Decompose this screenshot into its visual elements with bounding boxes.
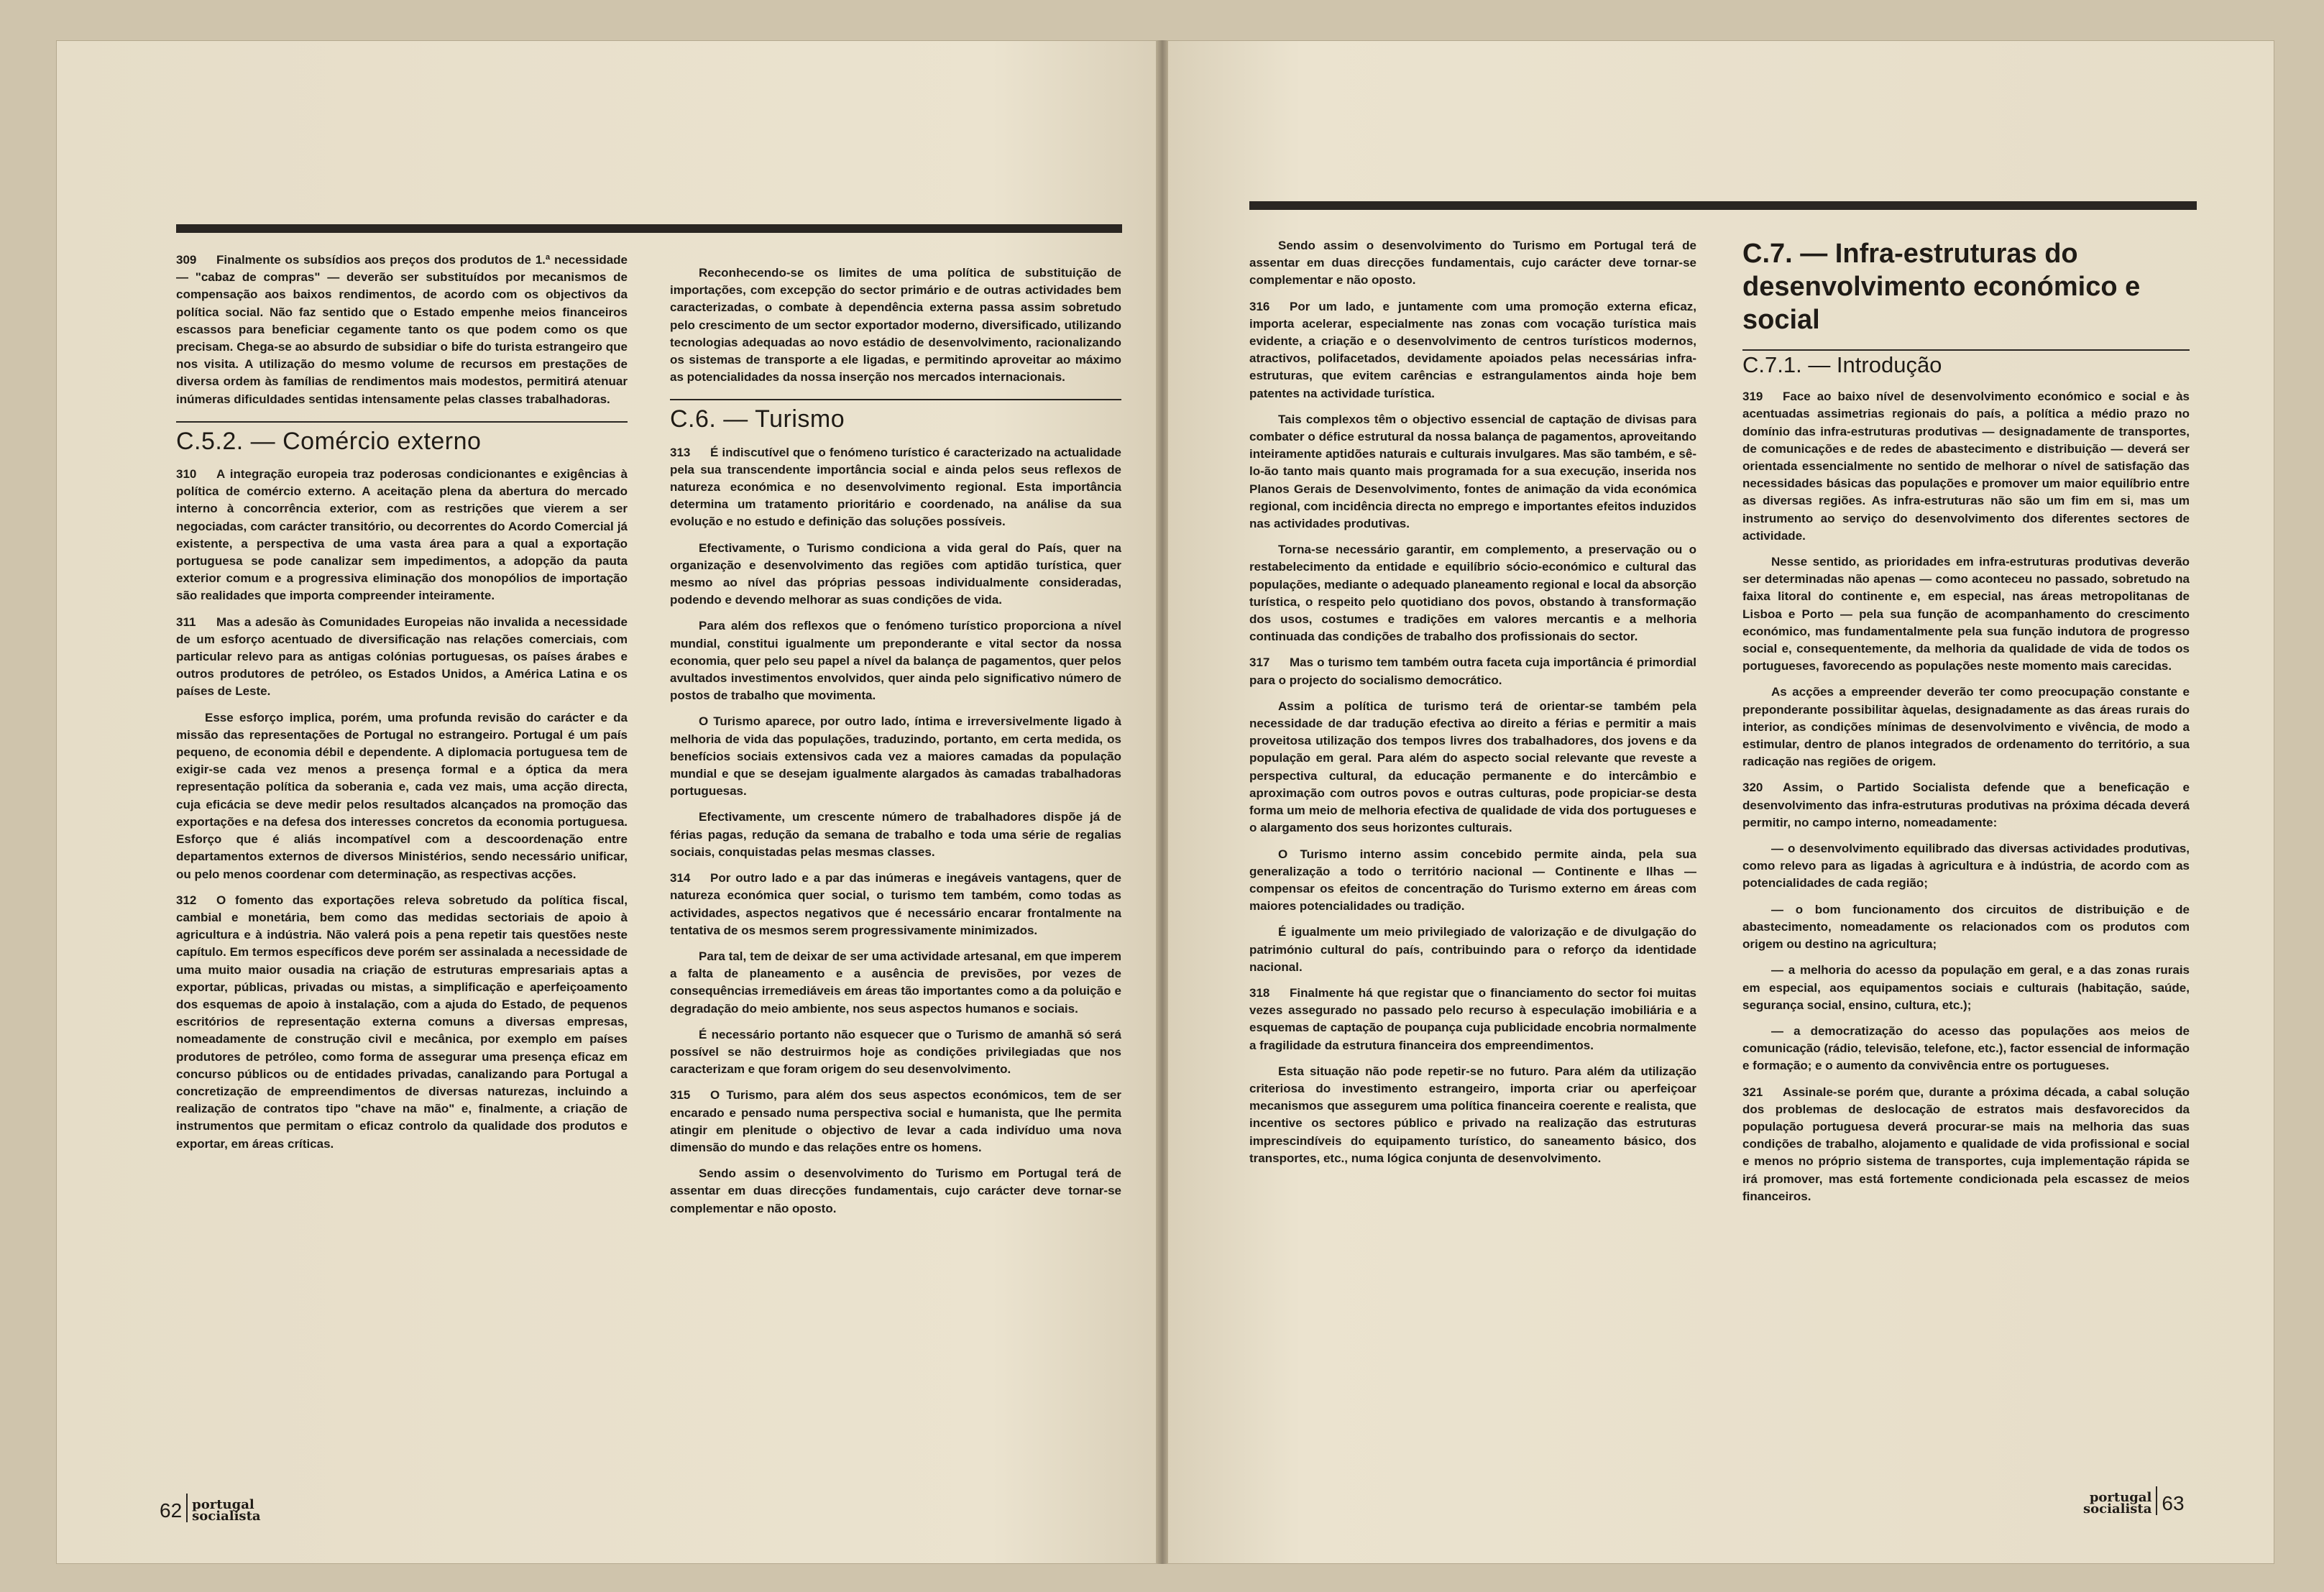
page-number: 63 bbox=[2162, 1492, 2185, 1514]
list-item: — o bom funcionamento dos circuitos de distribuição e de abastecimento, nomeadamente os relacionados com os produtos com origem ou destino na agricultura; bbox=[1742, 902, 2190, 952]
paragraph-intro-316: Sendo assim o desenvolvimento do Turismo em Portugal terá de assentar em duas direcções fundamentais, cujo carácter deve tornar-se complementar e não oposto. bbox=[1249, 239, 1696, 287]
paragraph-317: 317 Mas o turismo tem também outra faceta cuja importância é primordial para o projecto do socialismo democrático. bbox=[1249, 655, 1696, 687]
list-item: — o desenvolvimento equilibrado das diversas actividades produtivas, como relevo para as ligadas à agricultura e à indústria, de acordo com as potencialidades de cada região; bbox=[1742, 842, 2190, 891]
section-rule bbox=[670, 399, 1121, 400]
publication-logo: portugal socialista bbox=[2083, 1490, 2152, 1517]
paragraph-317b: Assim a política de turismo terá de orientar-se também pela necessidade de dar tradução efectiva ao direito a férias e permitir a mais proveitosa utilização dos tempos livres dos trabalhadores, dos jovens e da população em geral. Para além do aspecto social relevante que reveste a perspectiva cultural, da educação permanente e do intercâmbio e aproximação com outros povos e outras culturas, pode propiciar-se desta forma um meio de melhoria efectiva de qualidade de vida dos portugueses e o alargamento dos seus horizontes culturais. bbox=[1249, 699, 1696, 835]
paragraph-319: 319 Face ao baixo nível de desenvolvimento económico e social e às acentuadas assimetrias regionais do país, a política a médio prazo no domínio das infra-estruturas produtivas — designadamente de transportes, de comunicações e de redes de abastecimento e distribuição — deverá ser orientada essencialmente no sentido de melhorar o nível de satisfação das necessidades básicas das populações e promover um maior equilíbrio entre as diversas regiões. As infra-estruturas não são um fim em si, mas um instrumento ao serviço do desenvolvimento dos diferentes sectores de actividade. bbox=[1742, 390, 2190, 543]
section-heading-c7: C.7. — Infra-estruturas do desenvolvimento económico e social bbox=[1742, 239, 2141, 335]
paragraph-312: 312 O fomento das exportações releva sobretudo da política fiscal, cambial e monetária, bem como das medidas sectoriais de apoio à agricultura e à indústria. Não valerá pois a pena repetir tais questões neste capítulo. Em termos específicos deve porém ser assinalada a necessidade de uma muito maior ousadia na criação de estruturas empresariais aptas a exportar, públicas, privadas ou mistas, a simplificação e aperfeiçoamento dos esquemas de apoio à instalação, com a ajuda do Estado, de pequenos escritórios de representação externa comuns a diversas empresas, nomeadamente de construção civil e mecânica, por exemplo em países produtores de petróleo, como forma de assegurar uma presença eficaz em concurso públicos ou de entidades privadas, canalizando para Portugal a concretização de empreendimentos de diversas naturezas, incluindo a realização de contratos tipo "chave na mão" e, finalmente, a criação de instrumentos que permitam o eficaz controlo da qualidade dos produtos e exportar, em áreas críticas. bbox=[176, 893, 628, 1151]
paragraph-315b: Sendo assim o desenvolvimento do Turismo em Portugal terá de assentar em duas direcções fundamentais, cujo carácter deve tornar-se complementar e não oposto. bbox=[670, 1167, 1121, 1215]
publication-logo: portugal socialista bbox=[192, 1497, 261, 1524]
paragraph-316: 316 Por um lado, e juntamente com uma promoção externa eficaz, importa acelerar, especialmente nas zonas com vocação turística mais evidente, a criação e o desenvolvimento de centros turísticos modernos, atractivos, polifacetados, devidamente apoiados pelas necessárias infra-estruturas, que evitem carências e estrangulamentos ainda hoje bem patentes na actividade turística. bbox=[1249, 299, 1696, 400]
left-col-1 bbox=[176, 252, 628, 1161]
section-heading-c6: C.6. — Turismo bbox=[670, 405, 845, 433]
paragraph-309: 309 Finalmente os subsídios aos preços dos produtos de 1.ª necessidade — "cabaz de compras" — deverão ser substituídos por mecanismos de compensação aos baixos rendimentos, de acordo com os objectivos da política social. Não faz sentido que o Estado empenhe meios financeiros escassos para beneficiar cegamente tanto os que podem como os que precisam. Chega-se ao absurdo de subsidiar o bife do turista estrangeiro que nos visita. A utilização do mesmo volume de recursos em prestações de diversa ordem às famílias de rendimentos mais modestos, permitirá atenuar inúmeras dificuldades sentidas intensamente pelas classes trabalhadoras. bbox=[176, 253, 628, 406]
section-heading-c52: C.5.2. — Comércio externo bbox=[176, 427, 482, 455]
paragraph-320: 320 Assim, o Partido Socialista defende que a beneficação e desenvolvimento das infra-estruturas produtivas na próxima década deverá permitir, no campo interno, nomeadamente: bbox=[1742, 781, 2190, 829]
paragraph-314c: É necessário portanto não esquecer que o Turismo de amanhã só será possível se não destruirmos hoje as condições privilegiadas que nos caracterizam e que foram origem do seu desenvolvimento. bbox=[670, 1027, 1121, 1077]
paragraph-318b: Esta situação não pode repetir-se no futuro. Para além da utilização criteriosa do investimento estrangeiro, importa criar ou aperfeiçoar mecanismos que assegurem uma política financeira coerente e realista, que incentive os sectores público e privado na realização das estruturas imprescindíveis do equipamento turístico, do saneamento básico, dos transportes, etc., numa lógica conjunta de desenvolvimento. bbox=[1249, 1064, 1696, 1165]
left-footer bbox=[160, 1494, 261, 1522]
paragraph-310: 310 A integração europeia traz poderosas condicionantes e exigências à política de comércio externo. A aceitação plena da abertura do mercado interno à concorrência exterior, com as restrições que vierem a ser negociadas, com carácter transitório, ou decorrentes do Acordo Comercial já existente, a perspectiva de uma vasta área para a qual a exportação portuguesa se pode canalizar sem impedimentos, a adopção da pauta exterior comum e a progressiva eliminação dos monopólios de importação são realidades que importa compreender inteiramente. bbox=[176, 467, 628, 603]
subsection-heading-c71: C.7.1. — Introdução bbox=[1742, 352, 1942, 377]
footer-divider bbox=[186, 1494, 188, 1522]
right-col-1 bbox=[1249, 237, 1696, 1176]
list-item: — a democratização do acesso das populações aos meios de comunicação (rádio, televisão, telefone, etc.), factor essencial de informação e formação; e o aumento da convivência entre os portugueses. bbox=[1742, 1023, 2190, 1073]
list-item: — a melhoria do acesso da população em geral, e a das zonas rurais em especial, aos equipamentos sociais e culturais (habitação, saúde, segurança social, ensino, cultura, etc.); bbox=[1742, 963, 2190, 1012]
left-col-2 bbox=[670, 264, 1121, 1226]
paragraph-314: 314 Por outro lado e a par das inúmeras e inegáveis vantagens, quer de natureza económica quer social, o turismo tem também, como todas as actividades, aspectos negativos que é necessário encarar frontalmente na tentativa de os mesmos serem progressivamente minimizados. bbox=[670, 871, 1121, 937]
paragraph-315: 315 O Turismo, para além dos seus aspectos económicos, tem de ser encarado e pensado numa perspectiva social e humanista, que lhe permita atingir em plenitude o objectivo de levar a cada indivíduo uma nova dimensão do mundo e das relações entre os homens. bbox=[670, 1088, 1121, 1154]
paragraph-311: 311 Mas a adesão às Comunidades Europeias não invalida a necessidade de um esforço acentuado de diversificação nas relações comerciais, com particular relevo para as antigas colónias portuguesas, os países árabes e outros produtores de petróleo, os Estados Unidos, a América Latina e os países de Leste. bbox=[176, 615, 628, 699]
paragraph-318: 318 Finalmente há que registar que o financiamento do sector foi muitas vezes assegurado no passado pelo recurso à especulação imobiliária e a esquemas de captação de poupança cuja publicidade encobria normalmente a fragilidade da estrutura financeira dos empreendimentos. bbox=[1249, 985, 1696, 1052]
paragraph-313d: O Turismo aparece, por outro lado, íntima e irreversivelmente ligado à melhoria de vida das populações, traduzindo, portanto, em certa medida, os benefícios sociais extensivos cada vez a maiores camadas da população mundial e que se desejam igualmente alargados às camadas trabalhadoras portuguesas. bbox=[670, 714, 1121, 799]
paragraph-314b: Para tal, tem de deixar de ser uma actividade artesanal, em que imperem a falta de planeamento e a ausência de previsões, por vezes de consequências irremediáveis em áreas tão importantes como a da poluição e degradação do meio ambiente, nos seus aspectos humanos e sociais. bbox=[670, 949, 1121, 1016]
paragraph-313e: Efectivamente, um crescente número de trabalhadores dispõe já de férias pagas, redução da semana de trabalho e toda uma série de regalias sociais, conquistadas pelas mesmas classes. bbox=[670, 810, 1121, 859]
paragraph-316c: Torna-se necessário garantir, em complemento, a preservação ou o restabelecimento da entidade e equilíbrio sócio-económico e cultural das populações, mediante o adequado planeamento regional e local da absorção turística, o respeito pelo quotidiano dos povos, obstando à transformação dos usos, costumes e tradições em valores mercantis e a melhoria continuada das condições de trabalho dos profissionais do sector. bbox=[1249, 543, 1696, 644]
paragraph-317c: O Turismo interno assim concebido permite ainda, pela sua generalização a todo o território nacional — Continente e Ilhas — compensar os efeitos de concentração do Turismo externo em áreas com maiores potencialidades ou tradição. bbox=[1249, 847, 1696, 914]
footer-divider bbox=[2156, 1486, 2157, 1515]
top-rule-left bbox=[176, 224, 1122, 233]
paragraph-311b: Esse esforço implica, porém, uma profunda revisão do carácter e da missão das representações de Portugal no estrangeiro. Portugal é um país pequeno, de economia débil e dependente. A diplomacia portuguesa tem de exigir-se cada vez menos a presença formal e a óptica da mera representação política da soberania e, cada vez mais, uma acção directa, cuja eficácia se deve medir pelos resultados alcançados na promoção das exportações e na defesa dos interesses concretos da economia portuguesa. Esforço que é aliás incompatível com a descoordenação entre departamentos externos de diversos Ministérios, sendo necessário unificar, ou pelo menos coordenar com determinação, as respectivas acções. bbox=[176, 710, 628, 881]
paragraph-313c: Para além dos reflexos que o fenómeno turístico proporciona a nível mundial, constitui igualmente um preponderante e vital sector da nossa economia, quer pelo seu papel a nível da balança de pagamentos, quer pelos avultados investimentos envolvidos, quer ainda pelo significativo número de postos de trabalho que movimenta. bbox=[670, 619, 1121, 703]
right-col-2 bbox=[1742, 237, 2190, 1214]
section-rule bbox=[1742, 349, 2190, 351]
paragraph-313: 313 É indiscutível que o fenómeno turístico é caracterizado na actualidade pela sua transcendente importância social e ainda pelos seus reflexos de natureza económica e no desenvolvimento regional. Esta importância determina um tratamento prioritário e coordenado, na análise da sua evolução e no estudo e definição das soluções possíveis. bbox=[670, 445, 1121, 529]
paragraph-321: 321 Assinale-se porém que, durante a próxima década, a cabal solução dos problemas de deslocação de estratos mais desfavorecidos da população portuguesa deverá procurar-se mais na melhoria das suas condições de trabalho, alojamento e qualidade de vida profissional e social e menos no próprio sistema de transportes, cuja implementação rápida se irá promover, mas está fortemente condicionada pela escassez de meios financeiros. bbox=[1742, 1085, 2190, 1203]
paragraph-319b: Nesse sentido, as prioridades em infra-estruturas produtivas deverão ser determinadas não apenas — como aconteceu no passado, sobretudo na faixa litoral do continente e, em especial, nas áreas metropolitanas de Lisboa e Porto — pela sua função de acompanhamento do crescimento económico, mas fundamentalmente pela sua função indutora de progresso social e, consequentemente, da melhoria da qualidade de vida de todos os portugueses, favorecendo as populações neste momento mais carecidas. bbox=[1742, 555, 2190, 673]
top-rule-right bbox=[1249, 201, 2197, 210]
paragraph-316b: Tais complexos têm o objectivo essencial de captação de divisas para combater o défice estrutural da nossa balança de pagamentos, aproveitando inteiramente aptidões naturais e culturais invulgares. Mas são também, e sê-lo-ão tanto mais quanto mais programada for a sua execução, inserida nos Planos Gerais de Desenvolvimento, fontes de animação da vida económica regional, com incidência directa no emprego e importantes efeitos induzidos nas actividades produtivas. bbox=[1249, 412, 1696, 531]
paragraph-313b: Efectivamente, o Turismo condiciona a vida geral do País, quer na organização e desenvolvimento das regiões com aptidão turística, quer mesmo ao nível das próprias pessoas individualmente consideradas, podendo e devendo melhorar as suas condições de vida. bbox=[670, 540, 1121, 607]
page-number: 62 bbox=[160, 1499, 183, 1522]
paragraph-319c: As acções a empreender deverão ter como preocupação constante e preponderante possibilitar àquelas, designadamente as das áreas rurais do interior, as condições mínimas de desenvolvimento e vivência, de modo a estimular, dentro de planos integrados de ordenamento do território, a sua radicação nas regiões de origem. bbox=[1742, 685, 2190, 769]
right-footer bbox=[2083, 1486, 2185, 1515]
paragraph-intro-c6: Reconhecendo-se os limites de uma política de substituição de importações, com excepção do sector primário e de outras actividades bem caracterizadas, o combate à dependência externa passa assim sobretudo pelo crescimento de um sector exportador moderno, diversificado, utilizando tecnologias adequadas ao novo estádio de desenvolvimento, racionalizando os sistemas de transporte a ele ligadas, e permitindo aproveitar ao máximo as potencialidades da nossa inserção nos mercados internacionais. bbox=[670, 266, 1121, 385]
paragraph-317d: É igualmente um meio privilegiado de valorização e de divulgação do património cultural do país, contribuindo para o reforço da identidade nacional. bbox=[1249, 925, 1696, 974]
section-rule bbox=[176, 421, 628, 423]
